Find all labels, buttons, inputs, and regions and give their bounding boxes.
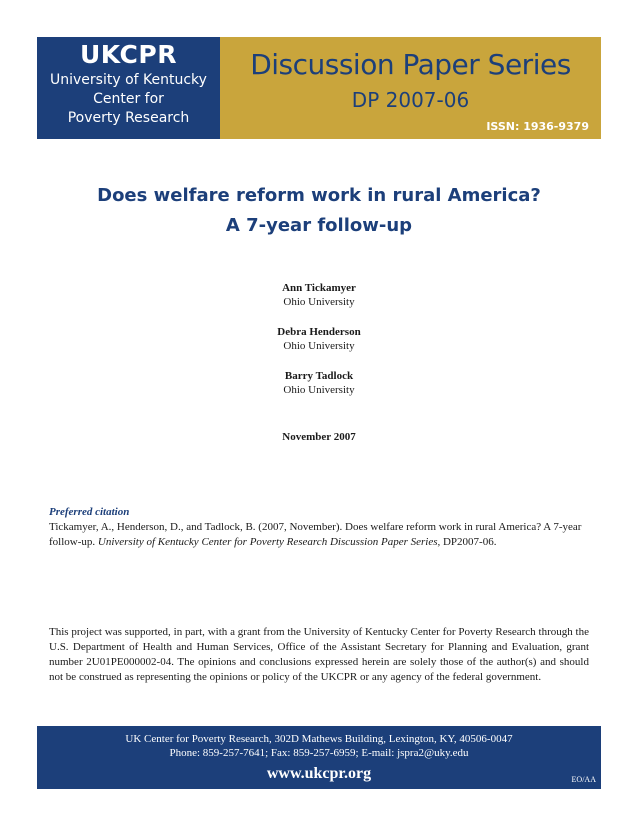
author-affiliation: Ohio University [283,340,355,352]
citation-heading: Preferred citation [49,506,130,518]
organization-name [37,71,220,128]
publication-date: November 2007 [282,431,356,443]
author-list [0,281,638,413]
eo-aa-mark: EO/AA [571,775,596,784]
series-title: Discussion Paper Series [250,48,571,81]
author-entry [0,325,638,353]
author-entry [0,281,638,309]
citation-id: DP2007-06. [442,536,497,548]
preferred-citation [49,505,589,550]
paper-number: DP 2007-06 [351,88,470,112]
title-line-1: Does welfare reform work in rural America? [97,185,541,206]
author-name: Debra Henderson [277,326,361,338]
header-banner [37,37,601,139]
org-line-2: Center for [93,91,164,107]
citation-series: University of Kentucky Center for Poverty Research Discussion Paper Series, [97,536,441,548]
author-name: Ann Tickamyer [282,282,356,294]
author-entry [0,369,638,397]
citation-text: Tickamyer, A., Henderson, D., and Tadlock, B. (2007, November). Does welfare reform work in rural America? A 7-year follow-up. [49,521,582,548]
org-line-3: Poverty Research [67,110,190,126]
title-line-2: A 7-year follow-up [225,215,413,236]
ukcpr-logo-block [37,37,220,139]
author-affiliation: Ohio University [283,384,355,396]
org-line-1: University of Kentucky [50,72,207,88]
footer-banner [37,726,601,789]
series-block [220,37,601,139]
paper-title [0,181,638,241]
brand-name: UKCPR [80,40,177,69]
website-link[interactable]: www.ukcpr.org [266,765,372,782]
citation-body [49,520,589,550]
author-name: Barry Tadlock [284,370,354,382]
issn: ISSN: 1936-9379 [486,120,589,133]
acknowledgment-text: This project was supported, in part, with a grant from the University of Kentucky Center for Poverty Research through the U.S. Department of Health and Human Services, Office of the Assistant Secretary for Planning and Evaluation, grant number 2U01PE000002-04. The opinions and conclusions expressed herein are solely those of the author(s) and should not be construed as representing the opinions or policy of the UKCPR or any agency of the federal government. [49,626,589,683]
footer-contact: Phone: 859-257-7641; Fax: 859-257-6959; E-mail: jspra2@uky.edu [169,747,469,759]
author-affiliation: Ohio University [283,296,355,308]
footer-address: UK Center for Poverty Research, 302D Mathews Building, Lexington, KY, 40506-0047 [125,733,513,745]
